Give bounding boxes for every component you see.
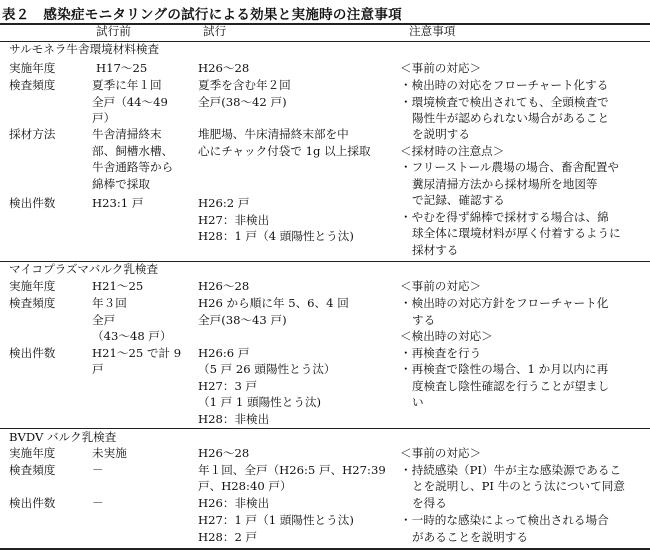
- notes-cell: ・やむを得ず綿棒で採材する場合は、綿: [400, 210, 609, 224]
- before-cell: 年３回: [92, 296, 127, 310]
- trial-cell: H27：非検出: [198, 213, 270, 227]
- row-label: 検出件数: [9, 496, 56, 510]
- notes-cell: 度検査し陰性確認を行うことが望まし: [412, 379, 610, 393]
- header-before: 試行前: [96, 24, 131, 38]
- notes-cell: ・環境検査で検出されても、全頭検査で: [400, 95, 609, 109]
- before-cell: －: [92, 463, 104, 477]
- header-trial: 試行: [203, 24, 227, 38]
- notes-cell: 糞尿清掃方法から採材場所を地図等: [412, 177, 598, 191]
- before-cell: H21～25: [92, 279, 144, 293]
- before-cell: 綿棒で採取: [92, 177, 150, 191]
- notes-cell: ・再検査で陰性の場合、1 か月以内に再: [400, 362, 609, 376]
- trial-cell: 戸、H28:40 戸）: [198, 479, 292, 493]
- table-bottom-border: [0, 548, 650, 550]
- trial-cell: H26 から順に年 5、6、4 回: [198, 296, 349, 310]
- notes-cell: ＜事前の対応＞: [400, 61, 482, 75]
- trial-cell: 全戸(38～43 戸): [198, 313, 287, 327]
- row-label: 検査頻度: [9, 78, 56, 92]
- row-label: 実施年度: [9, 446, 56, 460]
- before-cell: H17～25: [96, 61, 148, 75]
- trial-cell: H26:6 戸: [198, 346, 250, 360]
- trial-cell: H28：2 戸: [198, 530, 258, 544]
- row-label: 検査頻度: [9, 463, 56, 477]
- before-cell: 牛舎通路等から: [92, 160, 174, 174]
- before-cell: 夏季に年１回: [92, 78, 162, 92]
- trial-cell: （1 戸 1 頭陽性とう汰): [198, 395, 322, 409]
- notes-cell: で記録、確認する: [412, 193, 505, 207]
- notes-cell: 球全体に環境材料が厚く付着するように: [412, 226, 621, 240]
- row-label: 実施年度: [9, 61, 56, 75]
- section-title: マイコプラズマバルク乳検査: [9, 262, 159, 276]
- notes-cell: ・検出時の対応をフローチャート化する: [400, 78, 609, 92]
- notes-cell: 採材する: [412, 243, 459, 257]
- trial-cell: H27：3 戸: [198, 379, 258, 393]
- row-label: 検出件数: [9, 196, 56, 210]
- notes-cell: ・持続感染（PI）牛が主な感染源であるこ: [400, 463, 622, 477]
- row-label: 採材方法: [9, 127, 56, 141]
- before-cell: 未実施: [92, 446, 127, 460]
- notes-cell: い: [412, 395, 424, 409]
- trial-cell: H28：1 戸（4 頭陽性とう汰): [198, 229, 354, 243]
- notes-cell: する: [412, 313, 436, 327]
- trial-cell: 堆肥場、牛床清掃終末部を中: [198, 127, 349, 141]
- row-label: 検出件数: [9, 346, 56, 360]
- notes-cell: ＜採材時の注意点＞: [400, 144, 505, 158]
- trial-cell: H28：非検出: [198, 412, 270, 426]
- notes-cell: を説明する: [412, 127, 470, 141]
- row-label: 検査頻度: [9, 296, 56, 310]
- notes-cell: ＜事前の対応＞: [400, 279, 482, 293]
- section-title: BVDV バルク乳検査: [9, 430, 117, 444]
- before-cell: （43～48 戸）: [92, 329, 172, 343]
- table-title: 表２ 感染症モニタリングの試行による効果と実施時の注意事項: [2, 7, 402, 23]
- notes-cell: ＜事前の対応＞: [400, 446, 482, 460]
- trial-cell: H26:2 戸: [198, 196, 250, 210]
- notes-cell: 陽性牛が認められない場合があること: [412, 111, 610, 125]
- trial-cell: 夏季を含む年２回: [198, 78, 291, 92]
- trial-cell: H26～28: [198, 446, 250, 460]
- before-cell: 全戸（44～49: [92, 95, 168, 109]
- row-label: 実施年度: [9, 279, 56, 293]
- before-cell: 戸: [92, 362, 104, 376]
- before-cell: 全戸: [92, 313, 116, 327]
- notes-cell: を得る: [412, 496, 447, 510]
- notes-cell: とを説明し、PI 牛のとう汰について同意: [412, 479, 625, 493]
- trial-cell: H26～28: [198, 61, 250, 75]
- trial-cell: H26：非検出: [198, 496, 270, 510]
- trial-cell: 心にチャック付袋で 1g 以上採取: [198, 144, 371, 158]
- before-cell: 牛舎清掃終末: [92, 127, 162, 141]
- before-cell: H23:1 戸: [92, 196, 144, 210]
- notes-cell: ・フリーストール農場の場合、畜舎配置や: [400, 160, 620, 174]
- section-title: サルモネラ牛舎環境材料検査: [9, 42, 160, 56]
- header-notes: 注意事項: [409, 24, 456, 38]
- before-cell: H21～25 で計 9: [92, 346, 182, 360]
- before-cell: 戸）: [92, 111, 116, 125]
- trial-cell: H27：1 戸（1 頭陽性とう汰): [198, 513, 354, 527]
- notes-cell: ＜検出時の対応＞: [400, 329, 493, 343]
- notes-cell: があることを説明する: [412, 530, 528, 544]
- notes-cell: ・検出時の対応方針をフローチャート化: [400, 296, 609, 310]
- notes-cell: ・再検査を行う: [400, 346, 482, 360]
- trial-cell: 年１回、全戸（H26:5 戸、H27:39: [198, 463, 386, 477]
- trial-cell: H26～28: [198, 279, 250, 293]
- trial-cell: 全戸(38～42 戸): [198, 95, 287, 109]
- trial-cell: （5 戸 26 頭陽性とう汰）: [198, 362, 336, 376]
- before-cell: 部、飼槽水槽、: [92, 144, 174, 158]
- before-cell: －: [92, 496, 104, 510]
- notes-cell: ・一時的な感染によって検出される場合: [400, 513, 609, 527]
